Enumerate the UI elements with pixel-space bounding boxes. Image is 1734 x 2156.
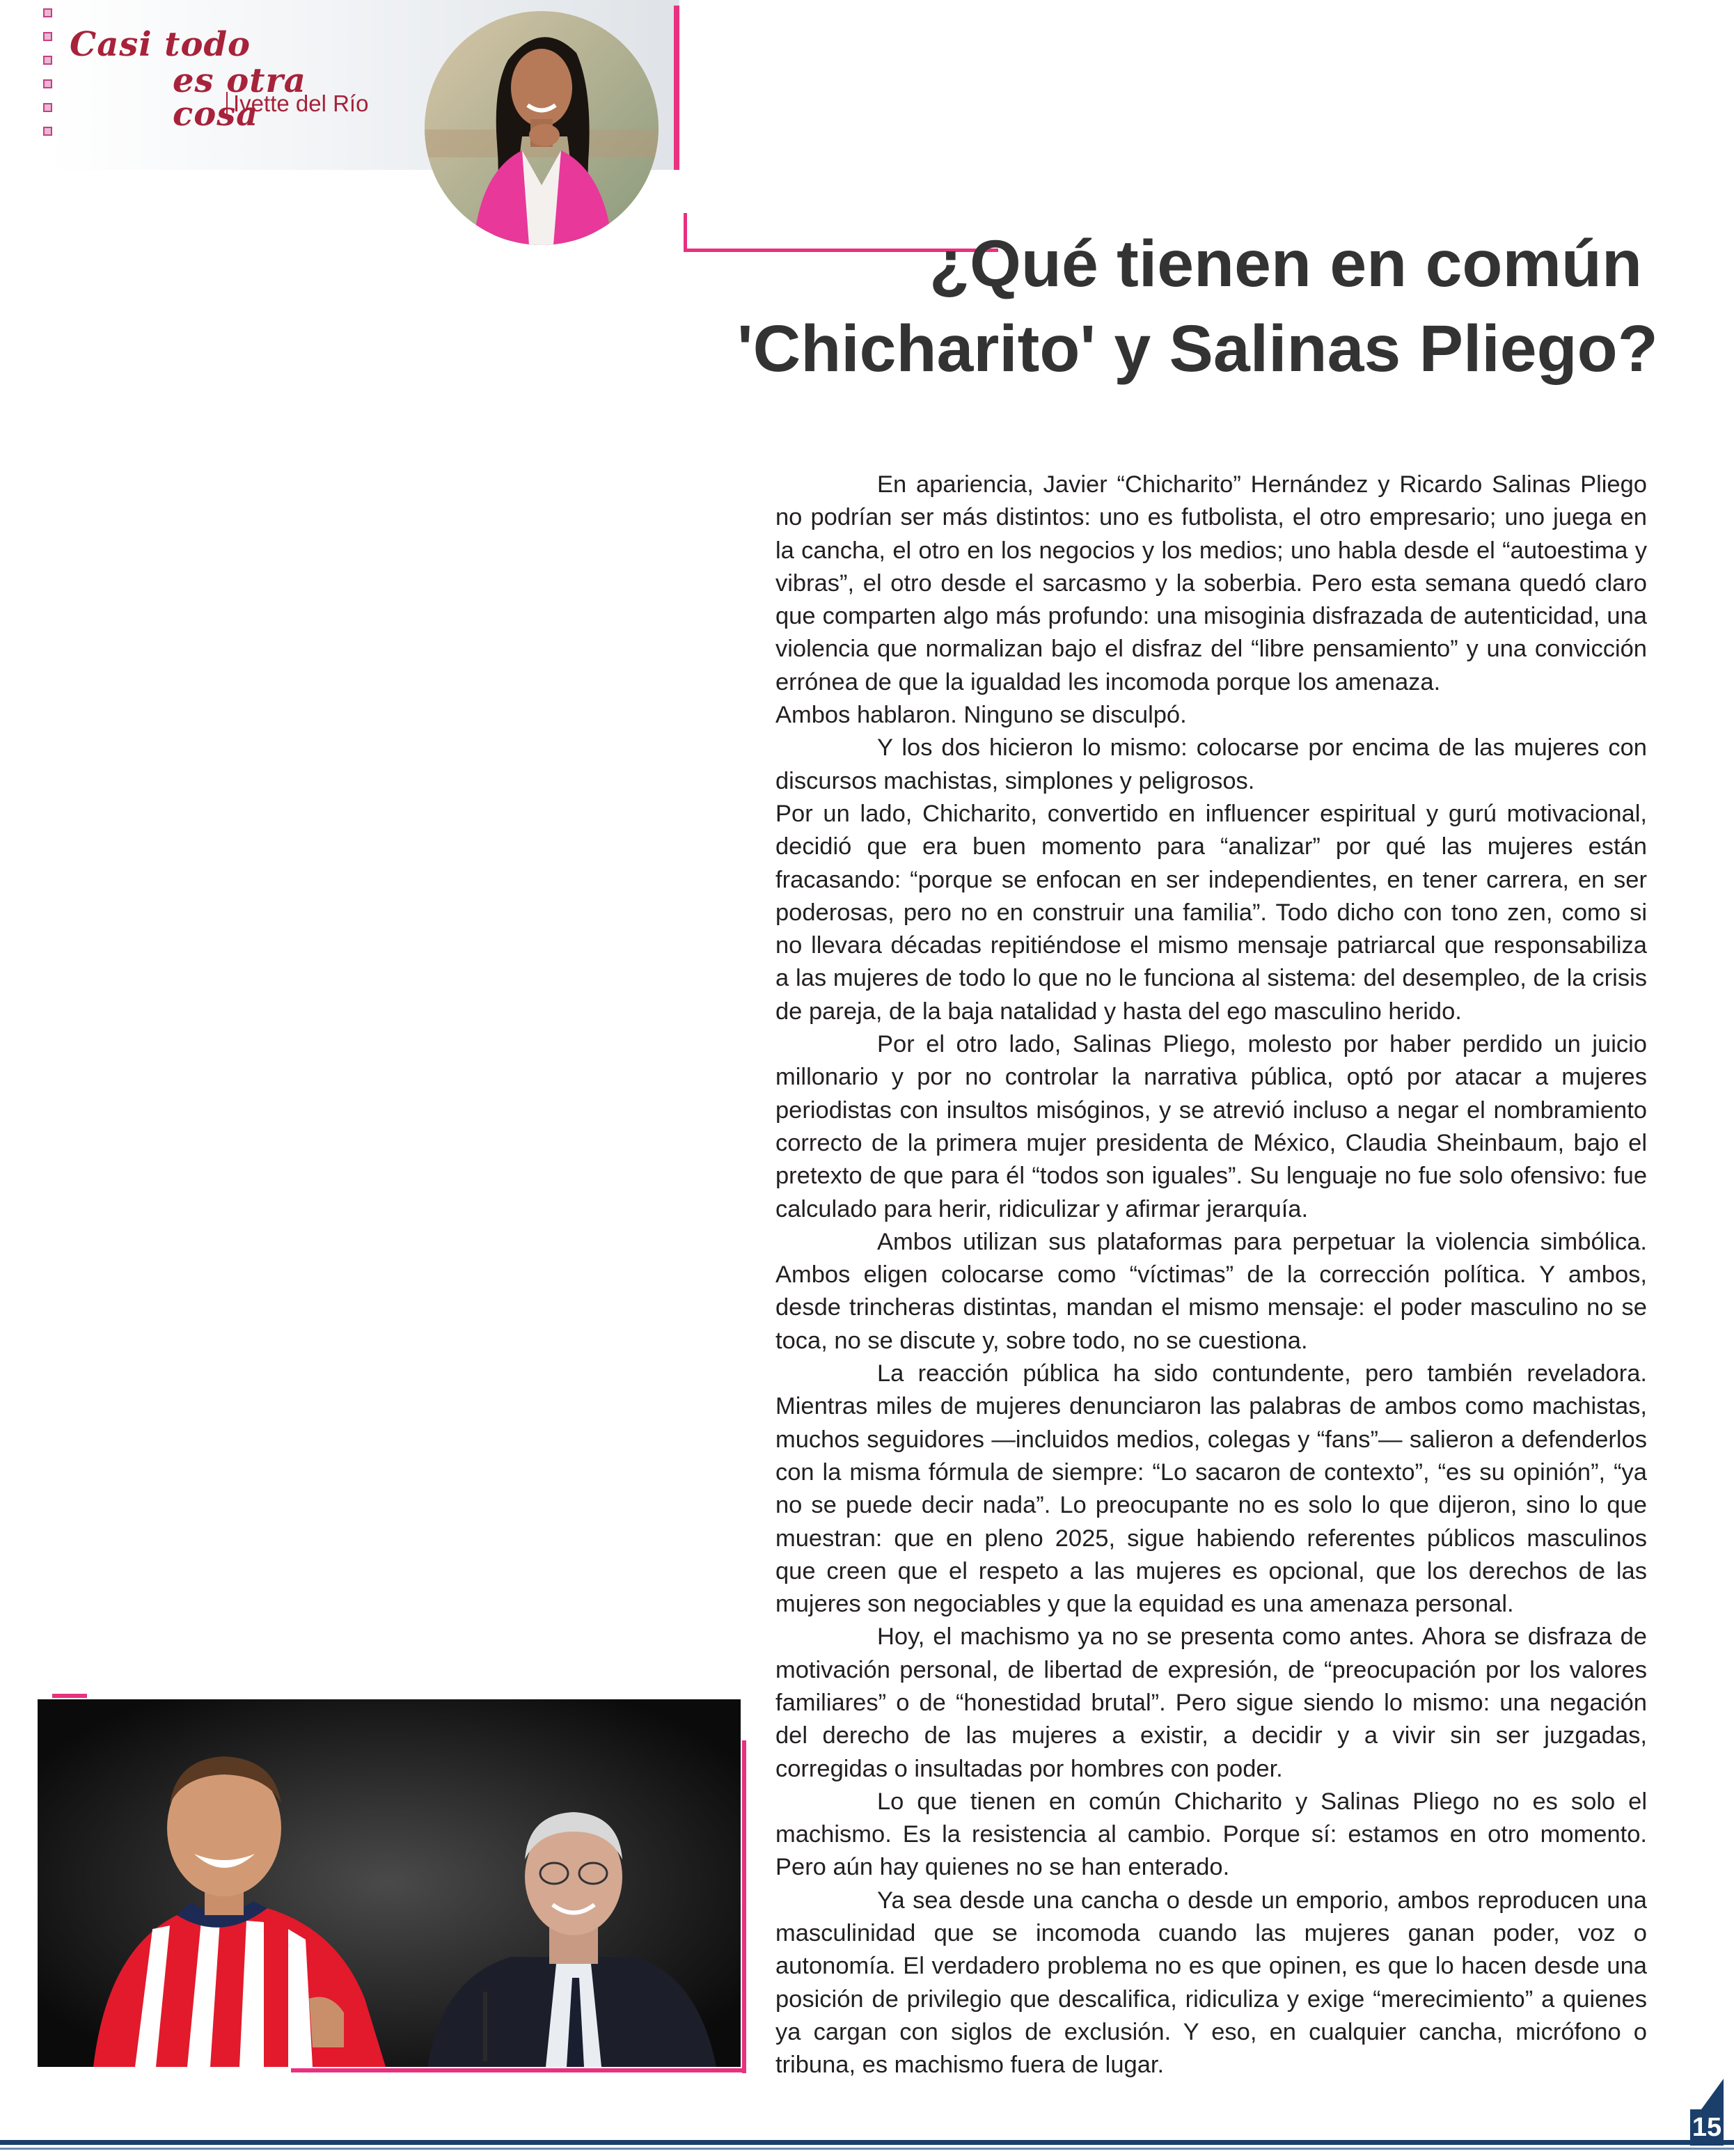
dot-icon: [43, 56, 52, 65]
column-title-line2: es otra cosa: [173, 61, 306, 134]
paragraph: Y los dos hicieron lo mismo: colocarse por encima de las mujeres con discursos machistas, simplones y peligrosos.: [775, 734, 1647, 794]
paragraph: Hoy, el machismo ya no se presenta como antes. Ahora se disfraza de motivación personal, de libertad de expresión, de “preocupación por los valores familiares” o de “honestidad brutal”. Pero sigue siendo lo mismo: una negación del derecho de las mujeres a existir, a decidir y a vivir sin ser juzgadas, corregidas o insultadas por hombres con poder.: [775, 1623, 1647, 1782]
paragraph: Por un lado, Chicharito, convertido en influencer espiritual y gurú motivacional, decidió que era buen momento para “analizar” por qué las mujeres están fracasando: “porque se enfocan en ser independientes, en tener carrera, en ser poderosas, pero no en construir una familia”. Todo dicho con tono zen, como si no llevara décadas repitiéndose el mismo mensaje patriarcal que responsabiliza a las mujeres de todo lo que no le funciona al sistema: del desempleo, de la crisis de pareja, de la baja natalidad y hasta del ego masculino herido.: [775, 800, 1647, 1025]
column-title-line1: Casi todo: [70, 25, 251, 64]
paragraph: Ambos utilizan sus plataformas para perpetuar la violencia simbólica. Ambos eligen colocarse como “víctimas” de la corrección política. Y ambos, desde trincheras distintas, mandan el mismo mensaje: el poder masculino no se toca, no se discute y, sobre todo, no se cuestiona.: [775, 1228, 1647, 1354]
headline-line1: ¿Qué tienen en común: [929, 227, 1642, 301]
paragraph: Por el otro lado, Salinas Pliego, molesto por haber perdido un juicio millonario y por no controlar la narrativa pública, optó por atacar a mujeres periodistas con insultos misóginos, y se atrevió incluso a negar el nombramiento correcto de la primera mujer presidenta de México, Claudia Sheinbaum, bajo el pretexto de que para él “todos son iguales”. Su lenguaje no fue solo ofensivo: fue calculado para herir, ridiculizar y afirmar jerarquía.: [775, 1031, 1647, 1222]
headline-bracket: [684, 213, 687, 252]
photo-accent: [291, 2068, 746, 2072]
paragraph: Lo que tienen en común Chicharito y Salinas Pliego no es solo el machismo. Es la resistencia al cambio. Porque sí: estamos en otro momento. Pero aún hay quienes no se han enterado.: [775, 1788, 1647, 1881]
photo-accent: [742, 1740, 746, 2073]
author-portrait: [425, 11, 659, 245]
dot-icon: [43, 32, 52, 41]
author-name: Ivette del Río: [226, 92, 368, 116]
footer-rule: [0, 2140, 1734, 2145]
article-body: [775, 469, 1647, 2082]
dot-icon: [43, 8, 52, 17]
paragraph: Ambos hablaron. Ninguno se disculpó.: [775, 702, 1187, 729]
footer-rule-thin: [0, 2148, 1734, 2150]
paragraph: Ya sea desde una cancha o desde un emporio, ambos reproducen una masculinidad que se incomoda cuando las mujeres ganan poder, voz o autonomía. El verdadero problema no es que opinen, es que lo hacen desde una posición de privilegio que descalifica, ridiculiza y exige “merecimiento” a quienes ya cargan con siglos de exclusión. Y eso, en cualquier cancha, micrófono o tribuna, es machismo fuera de lugar.: [775, 1887, 1647, 2079]
paragraph: La reacción pública ha sido contundente, pero también reveladora. Mientras miles de mujeres denunciaron las palabras de ambos como machistas, muchos seguidores —incluidos medios, colegas y “fans”— salieron a defenderlos con la misma fórmula de siempre: “Lo sacaron de contexto”, “es su opinión”, “ya no se puede decir nada”. Lo preocupante no es solo lo que dijeron, sino lo que muestran: que en pleno 2025, sigue habiendo referentes públicos masculinos que creen que el respeto a las mujeres es opcional, que los derechos de las mujeres son negociables y que la equidad es una amenaza personal.: [775, 1360, 1647, 1618]
dot-icon: [43, 79, 52, 88]
page-number: 15: [1690, 2109, 1724, 2146]
headline-line2: 'Chicharito' y Salinas Pliego?: [737, 312, 1658, 386]
decorative-dots: [43, 8, 53, 150]
header-accent-stripe: [674, 6, 679, 170]
paragraph: En apariencia, Javier “Chicharito” Hernández y Ricardo Salinas Pliego no podrían ser más distintos: uno es futbolista, el otro empresario; uno juega en la cancha, el otro en los negocios y los medios; uno habla desde el “autoestima y vibras”, el otro desde el sarcasmo y la soberbia. Pero esta semana quedó claro que comparten algo más profundo: una misoginia disfrazada de autenticidad, una violencia que normalizan bajo el disfraz del “libre pensamiento” y una convicción errónea de que la igualdad les incomoda porque los amenaza.: [775, 471, 1647, 695]
page-title: [737, 221, 1658, 391]
article-photo: [38, 1699, 741, 2067]
page-corner-decoration: [1701, 2079, 1724, 2109]
dot-icon: [43, 103, 52, 112]
dot-icon: [43, 127, 52, 136]
photo-accent: [52, 1694, 87, 1698]
